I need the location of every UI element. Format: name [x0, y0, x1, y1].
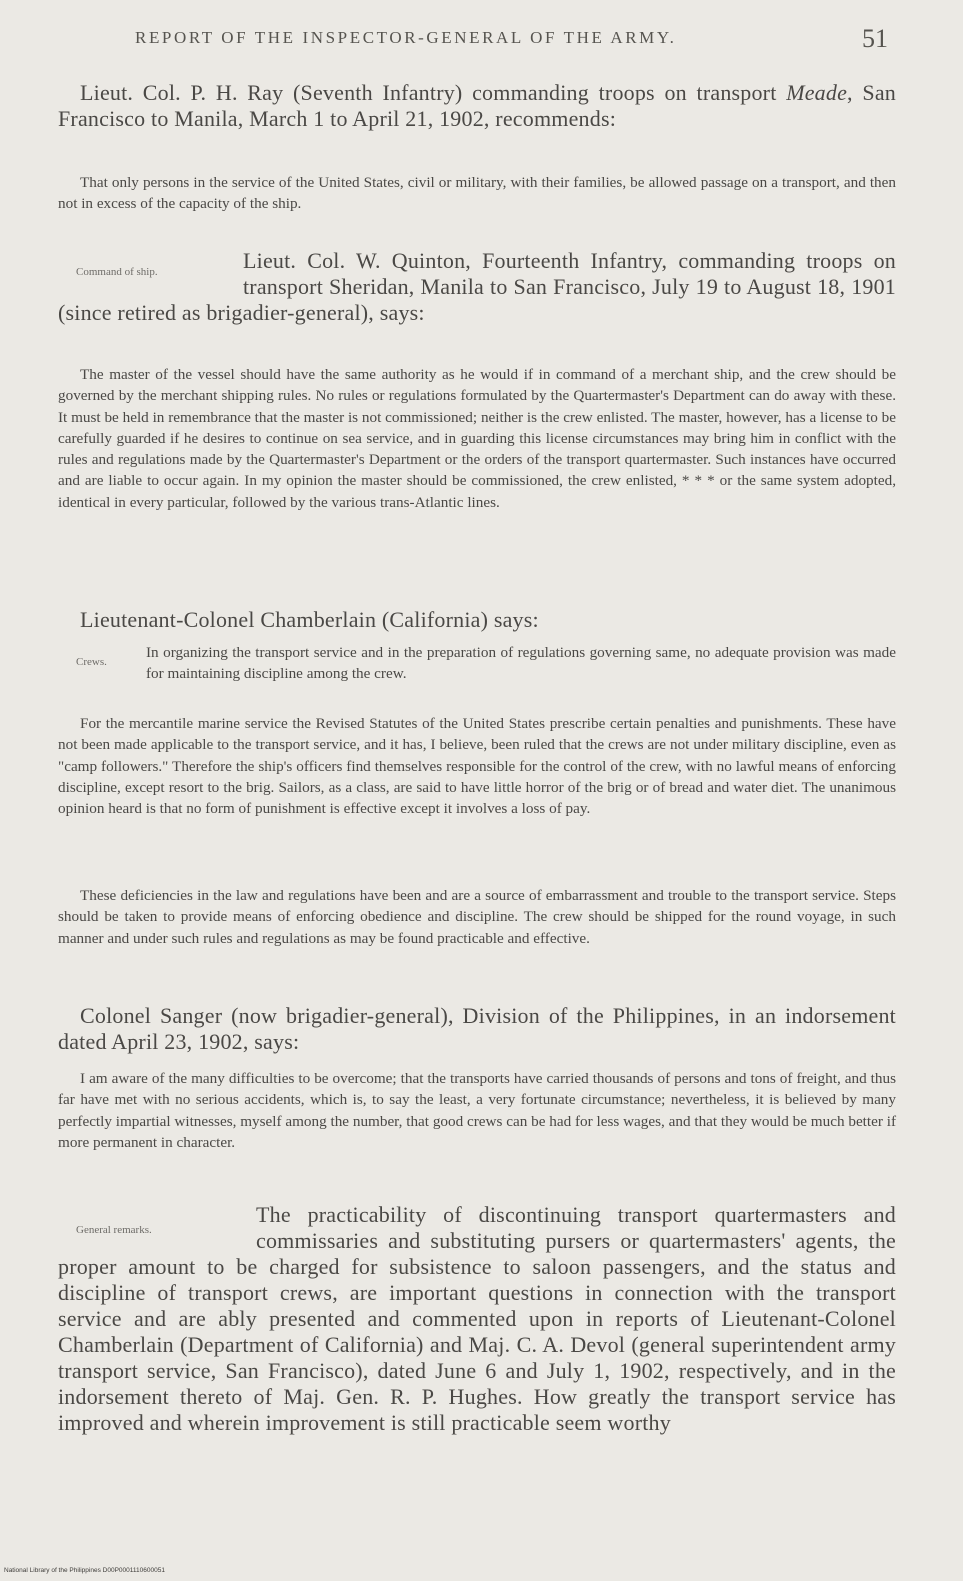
margin-note-command-of-ship: Command of ship.: [76, 266, 158, 278]
quote-ray-text: That only persons in the service of the United States, civil or military, with their families, be allowed passage on a transport, and then not in excess of the capacity of the ship.: [58, 174, 896, 213]
quote-chamberlain-1: [58, 642, 896, 685]
scan-footer: National Library of the Philippines D00P0001110600051: [4, 1567, 165, 1574]
quote-chamberlain-2-text: For the mercantile marine service the Revised Statutes of the United States prescribe certain penalties and punishments. These have not been made applicable to the transport service, and it has, I believe, been ruled that the crews are not under military discipline, even as "camp followers." Therefore the ship's officers find themselves responsible for the control of the crew, with no lawful means of enforcing discipline, except resort to the brig. Sailors, as a class, are said to have little horror of the brig or of bread and water diet. The unanimous opinion heard is that no form of punishment is effective except it involves a loss of pay.: [58, 715, 896, 818]
paragraph-sanger: [58, 1003, 896, 1055]
running-header: REPORT OF THE INSPECTOR-GENERAL OF THE ARMY.: [135, 28, 677, 47]
quote-chamberlain-2: [58, 713, 896, 819]
ship-name-meade: Meade: [786, 80, 848, 105]
quote-quinton-text: The master of the vessel should have the same authority as he would if in command of a merchant ship, and the crew should be governed by the merchant shipping rules. No rules or regulations formulated by the Quartermaster's Department can do away with these. It must be held in remembrance that the master is not commissioned; neither is the crew enlisted. The master, however, has a license to be carefully guarded if he desires to continue on sea service, and in guarding this license circumstances may bring him in conflict with the rules and regulations made by the Quartermaster's Department or the orders of the transport quartermaster. Such instances have occurred and are liable to occur again. In my opinion the master should be commissioned, the crew enlisted, * * * or the same system adopted, identical in every particular, followed by the various trans-Atlantic lines.: [58, 366, 896, 511]
page-number: 51: [862, 24, 888, 53]
sanger-text: Colonel Sanger (now brigadier-general), Division of the Philippines, in an indorsement dated April 23, 1902, says:: [58, 1003, 896, 1054]
ray-intro: Lieut. Col. P. H. Ray (Seventh Infantry) commanding troops on transport: [80, 80, 787, 105]
margin-note-crews: Crews.: [76, 656, 107, 668]
paragraph-general-remarks: [58, 1202, 896, 1436]
quote-sanger-text: I am aware of the many difficulties to be overcome; that the transports have carried thousands of persons and tons of freight, and thus far have met with no serious accidents, which is, to say the least, a very fortunate circumstance; nevertheless, it is believed by many perfectly impartial witnesses, myself among the number, that good crews can be had for less wages, and that they would be much better if more permanent in character.: [58, 1070, 896, 1151]
quote-chamberlain-3-text: These deficiencies in the law and regulations have been and are a source of embarrassment and trouble to the transport service. Steps should be taken to provide means of enforcing obedience and discipline. The crew should be shipped for the round voyage, in such manner and under such rules and regulations as may be found practicable and effective.: [58, 887, 896, 947]
quote-ray: [58, 172, 896, 215]
general-remarks-text: The practicability of discontinuing transport quartermasters and commissaries and substituting pursers or quartermasters' agents, the proper amount to be charged for subsistence to saloon passengers, and the status and discipline of transport crews, are important questions in connection with the transport service and are ably presented and commented upon in reports of Lieutenant-Colonel Chamberlain (Department of California) and Maj. C. A. Devol (general superintendent army transport service, San Francisco), dated June 6 and July 1, 1902, respectively, and in the indorsement thereto of Maj. Gen. R. P. Hughes. How greatly the transport service has improved and wherein improvement is still practicable seem worthy: [58, 1202, 896, 1435]
paragraph-quinton: [58, 248, 896, 326]
quote-chamberlain-1-text: In organizing the transport service and in the preparation of regulations governing same, no adequate provision was made for maintaining discipline among the crew.: [146, 644, 896, 683]
chamberlain-text: Lieutenant-Colonel Chamberlain (California) says:: [80, 607, 539, 632]
quote-quinton: [58, 364, 896, 513]
paragraph-chamberlain: [58, 607, 896, 633]
margin-note-general-remarks: General remarks.: [76, 1224, 152, 1236]
quote-chamberlain-3: [58, 885, 896, 949]
ray-rest: , San Francisco to Manila, March 1 to April 21, 1902, recommends:: [58, 80, 896, 131]
quote-sanger: [58, 1068, 896, 1153]
paragraph-ray: [58, 80, 896, 132]
quinton-text: Lieut. Col. W. Quinton, Fourteenth Infantry, commanding troops on transport Sheridan, Manila to San Francisco, July 19 to August 18, 1901 (since retired as brigadier-general), says:: [58, 248, 896, 325]
